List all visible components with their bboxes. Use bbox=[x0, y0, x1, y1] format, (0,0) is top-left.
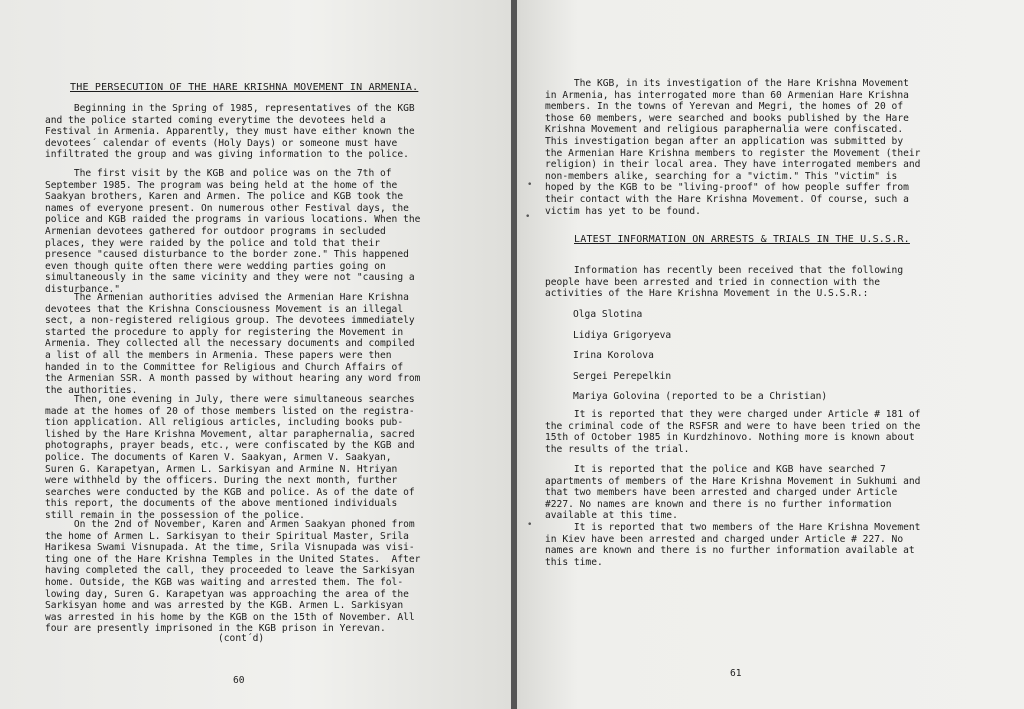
arrested-name: Sergei Perepelkin bbox=[573, 371, 672, 382]
arrested-name: Lidiya Grigoryeva bbox=[573, 330, 672, 341]
section-title: LATEST INFORMATION ON ARRESTS & TRIALS IN THE U.S.S.R. bbox=[574, 234, 910, 245]
left-page bbox=[0, 0, 511, 709]
paragraph-2: The first visit by the KGB and police was on the 7th of September 1985. The program was being held at the home of the Saakyan brothers, Karen and Armen. The police and KGB took the names of everyone present. On numerous other Festival days, the police and KGB raided the programs in various locations. When the Armenian devotees gathered for outdoor programs in secluded places, they were raided by the police and told that their presence "caused disturbance to the border zone." This happened even though quite often there were wedding parties going on simultaneously in the same vicinity and they were not "causing a disturbance." bbox=[45, 168, 421, 295]
scan-speck: • bbox=[527, 180, 533, 190]
paragraph-5: On the 2nd of November, Karen and Armen Saakyan phoned from the home of Armen L. Sarkisyan to their Spiritual Master, Srila Harikesa Swami Visnupada. At the time, Srila Visnupada was visi- ting one of the Hare Krishna Temples in the United States. After having completed the call, they proceeded to leave the Sarkisyan home. Outside, the KGB was waiting and arrested them. The fol- lowing day, Suren G. Karapetyan was approaching the area of the Sarkisyan home and was arrested by the KGB. Armen L. Sarkisyan was arrested in his home by the KGB on the 15th of November. All four are presently imprisoned in the KGB prison in Yerevan. bbox=[45, 519, 421, 635]
paragraph-2: Information has recently been received that the following people have been arrested and tried in connection with the activities of the Hare Krishna Movement in the U.S.S.R.: bbox=[545, 265, 904, 300]
right-page bbox=[517, 0, 1024, 709]
scan-speck: • bbox=[527, 520, 533, 530]
arrested-name: Olga Slotina bbox=[573, 309, 643, 320]
section-title: THE PERSECUTION OF THE HARE KRISHNA MOVEMENT IN ARMENIA. bbox=[70, 82, 419, 93]
paragraph-4: It is reported that the police and KGB have searched 7 apartments of members of the Hare Krishna Movement in Sukhumi and that two members have been arrested and charged under Article #227. No names are known and there is no further information available at this time. bbox=[545, 464, 921, 522]
paragraph-3: The Armenian authorities advised the Armenian Hare Krishna devotees that the Krishna Consciousness Movement is an illegal sect, a non-registered religious group. The devotees immediately started the procedure to apply for registering the Movement in Armenia. They collected all the necessary documents and compiled a list of all the members in Armenia. These papers were then handed in to the Committee for Religious and Church Affairs of the Armenian SSR. A month passed by without hearing any word from the authorities. bbox=[45, 292, 421, 396]
arrested-name: Mariya Golovina (reported to be a Christian) bbox=[573, 391, 828, 402]
paragraph-1: Beginning in the Spring of 1985, representatives of the KGB and the police started coming everytime the devotees held a Festival in Armenia. Apparently, they must have either known the devotees´ calendar of events (Holy Days) or someone must have infiltrated the group and was giving information to the police. bbox=[45, 103, 415, 161]
page-number: 60 bbox=[233, 675, 245, 686]
paragraph-5: It is reported that two members of the Hare Krishna Movement in Kiev have been arrested and charged under Article # 227. No names are known and there is no further information available at this time. bbox=[545, 522, 921, 568]
paragraph-4: Then, one evening in July, there were simultaneous searches made at the homes of 20 of those members listed on the registra- tion application. All religious articles, including books pub- lished by the Hare Krishna Movement, altar paraphernalia, sacred photographs, prayer beads, etc., were confiscated by the KGB and police. The documents of Karen V. Saakyan, Armen V. Saakyan, Suren G. Karapetyan, Armen L. Sarkisyan and Armine N. Htriyan were withheld by the officers. During the next month, further searches were conducted by the KGB and police. As of the date of this report, the documents of the above mentioned individuals still remain in the possession of the police. bbox=[45, 394, 415, 521]
continued-note: (cont´d) bbox=[218, 633, 265, 644]
scan-speck: • bbox=[525, 212, 531, 222]
paragraph-1: The KGB, in its investigation of the Hare Krishna Movement in Armenia, has interrogated more than 60 Armenian Hare Krishna members. In the towns of Yerevan and Megri, the homes of 20 of those 60 members, were searched and books published by the Hare Krishna Movement and religious paraphernalia were confiscated. This investigation began after an application was submitted by the Armenian Hare Krishna members to register the Movement (their religion) in their local area. They have interrogated members and non-members alike, searching for a "victim." This "victim" is hoped by the KGB to be "living-proof" of how people suffer from their contact with the Hare Krishna Movement. Of course, such a victim has yet to be found. bbox=[545, 78, 921, 217]
page-number: 61 bbox=[730, 668, 742, 679]
arrested-name: Irina Korolova bbox=[573, 350, 654, 361]
paragraph-3: It is reported that they were charged under Article # 181 of the criminal code of the RSFSR and were to have been tried on the 15th of October 1985 in Kurdzhinovo. Nothing more is known about the results of the trial. bbox=[545, 409, 921, 455]
